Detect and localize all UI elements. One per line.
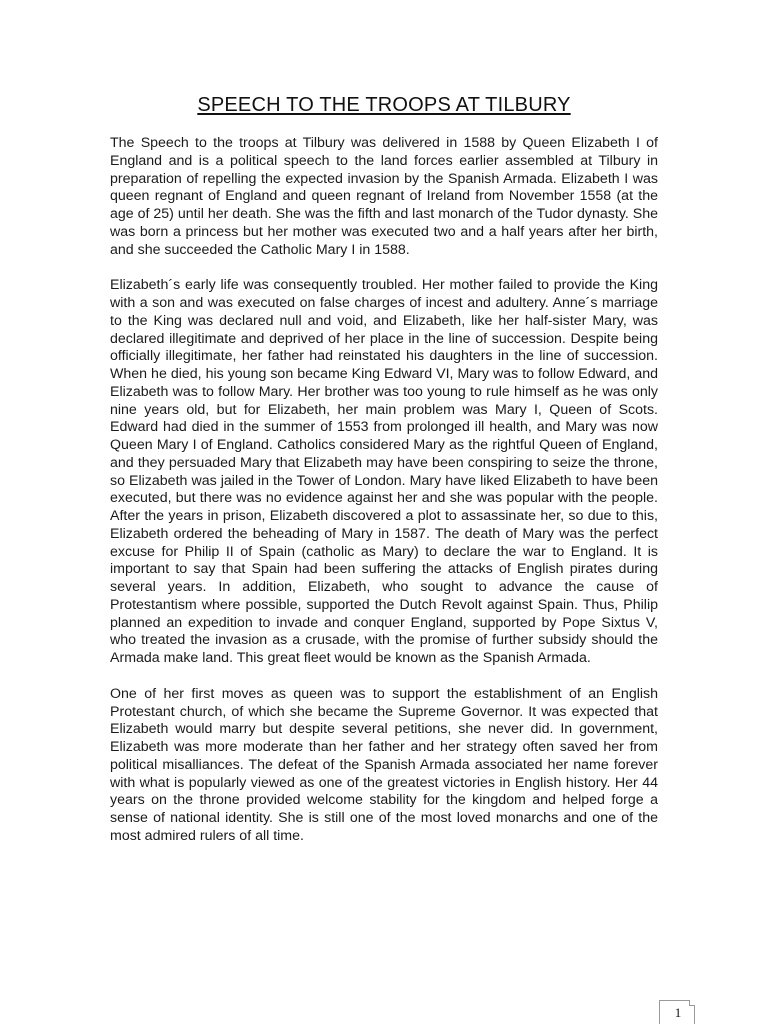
- paragraph-2: Elizabeth´s early life was consequently troubled. Her mother failed to provide the King with a son and was executed on false charges of incest and adultery. Anne´s marriage to the King was declared null and void, and Elizabeth, like her half-sister Mary, was declared illegitimate and deprived of her place in the line of succession. Despite being officially illegitimate, her father had reinstated his daughters in the line of succession. When he died, his young son became King Edward VI, Mary was to follow Edward, and Elizabeth was to follow Mary. Her brother was too young to rule himself as he was only nine years old, but for Elizabeth, her main problem was Mary I, Queen of Scots. Edward had died in the summer of 1553 from prolonged ill health, and Mary was now Queen Mary I of England. Catholics considered Mary as the rightful Queen of England, and they persuaded Mary that Elizabeth may have been conspiring to seize the throne, so Elizabeth was jailed in the Tower of London. Mary have liked Elizabeth to have been executed, but there was no evidence against her and she was popular with the people. After the years in prison, Elizabeth discovered a plot to assassinate her, so due to this, Elizabeth ordered the beheading of Mary in 1587. The death of Mary was the perfect excuse for Philip II of Spain (catholic as Mary) to declare the war to England. It is important to say that Spain had been suffering the attacks of English pirates during several years. In addition, Elizabeth, who sought to advance the cause of Protestantism where possible, supported the Dutch Revolt against Spain. Thus, Philip planned an expedition to invade and conquer England, supported by Pope Sixtus V, who treated the invasion as a crusade, with the promise of further subsidy should the Armada make land. This great fleet would be known as the Spanish Armada.: [110, 277, 658, 666]
- document-body: [110, 135, 658, 864]
- document-title: SPEECH TO THE TROOPS AT TILBURY: [197, 94, 571, 116]
- page-number-box: [659, 1000, 695, 1024]
- paragraph-1: The Speech to the troops at Tilbury was delivered in 1588 by Queen Elizabeth I of England and is a political speech to the land forces earlier assembled at Tilbury in preparation of repelling the expected invasion by the Spanish Armada. Elizabeth I was queen regnant of England and queen regnant of Ireland from November 1558 (at the age of 25) until her death. She was the fifth and last monarch of the Tudor dynasty. She was born a princess but her mother was executed two and a half years after her birth, and she succeeded the Catholic Mary I in 1588.: [110, 135, 658, 258]
- paragraph-3: One of her first moves as queen was to support the establishment of an English Protestant church, of which she became the Supreme Governor. It was expected that Elizabeth would marry but despite several petitions, she never did. In government, Elizabeth was more moderate than her father and her strategy often saved her from political misalliances. The defeat of the Spanish Armada associated her name forever with what is popularly viewed as one of the greatest victories in English history. Her 44 years on the throne provided welcome stability for the kingdom and helped forge a sense of national identity. She is still one of the most loved monarchs and one of the most admired rulers of all time.: [110, 685, 658, 844]
- page-number: 1: [674, 1005, 682, 1020]
